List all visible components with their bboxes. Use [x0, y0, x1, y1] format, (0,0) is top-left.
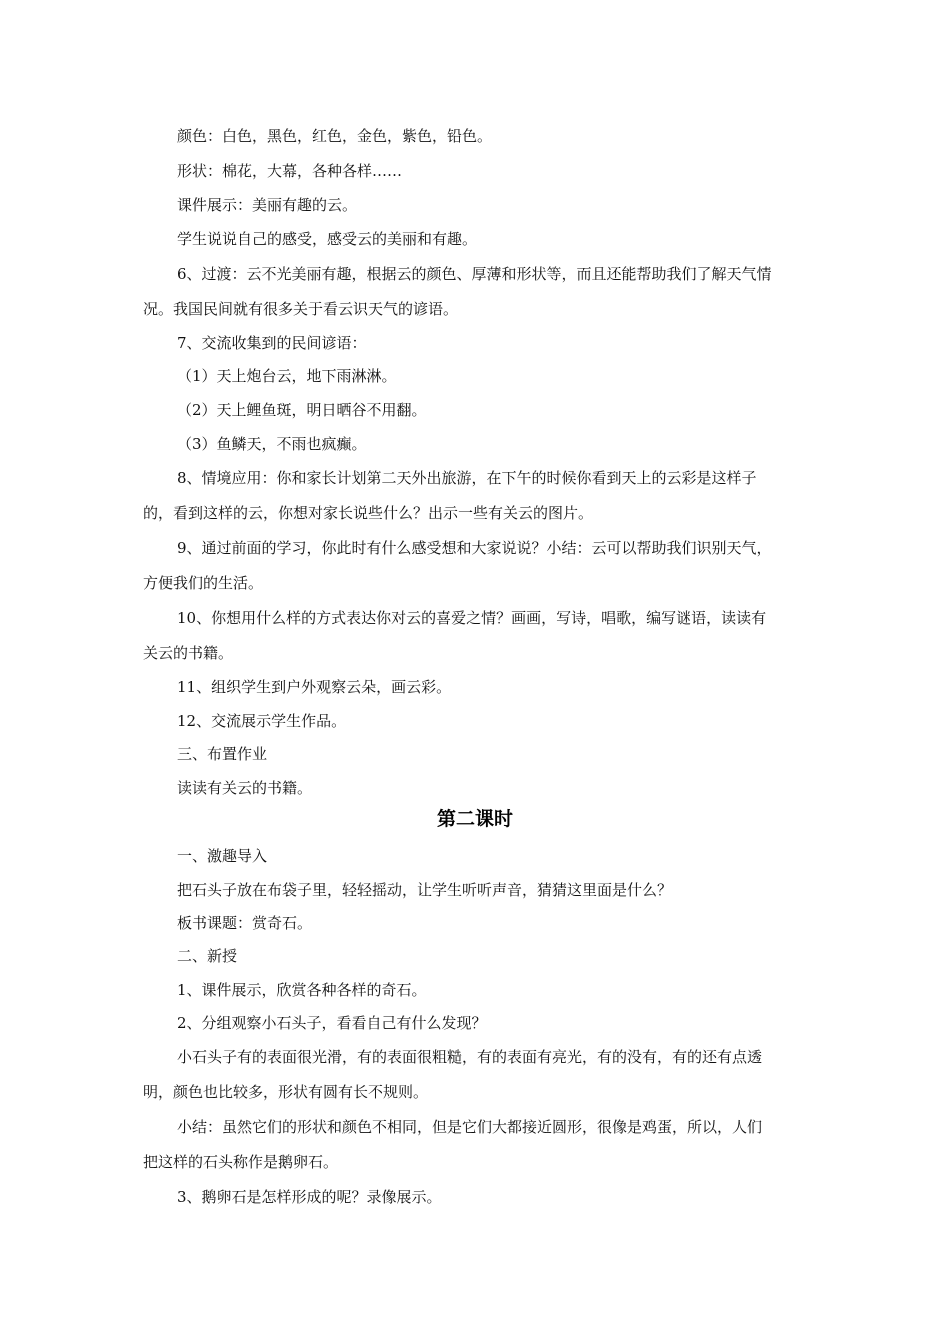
homework-line: 读读有关云的书籍。 — [177, 779, 313, 797]
courseware-line: 课件展示：美丽有趣的云。 — [177, 196, 358, 214]
transition-paragraph-line2: 况。我国民间就有很多关于看云识天气的谚语。 — [143, 300, 459, 318]
summary-paragraph-line1: 9、通过前面的学习，你此时有什么感受想和大家说说？小结：云可以帮助我们识别天气， — [177, 539, 772, 557]
conclusion-paragraph-line1: 小结：虽然它们的形状和颜色不相同，但是它们大都接近圆形，很像是鸡蛋，所以，人们 — [177, 1118, 763, 1136]
feeling-line: 学生说说自己的感受，感受云的美丽和有趣。 — [177, 230, 478, 248]
express-paragraph-line1: 10、你想用什么样的方式表达你对云的喜爱之情？画画，写诗，唱歌，编写谜语，读读有 — [177, 609, 767, 627]
step-2-line: 2、分组观察小石头子，看看自己有什么发现？ — [177, 1014, 487, 1032]
proverb-item-1: （1）天上炮台云，地下雨淋淋。 — [177, 367, 397, 385]
cloud-color-line: 颜色：白色，黑色，红色，金色，紫色，铅色。 — [177, 127, 493, 145]
homework-heading: 三、布置作业 — [177, 745, 268, 763]
observe-paragraph-line1: 小石头子有的表面很光滑，有的表面很粗糙，有的表面有亮光，有的没有，有的还有点透 — [177, 1048, 763, 1066]
outdoor-activity-line: 11、组织学生到户外观察云朵，画云彩。 — [177, 678, 452, 696]
intro-line: 把石头子放在布袋子里，轻轻摇动，让学生听听声音，猜猜这里面是什么？ — [177, 881, 673, 899]
board-title-line: 板书课题：赏奇石。 — [177, 914, 313, 932]
exhibit-line: 12、交流展示学生作品。 — [177, 712, 347, 730]
proverb-item-3: （3）鱼鳞天，不雨也疯癫。 — [177, 435, 367, 453]
new-lesson-heading: 二、新授 — [177, 947, 238, 965]
summary-paragraph-line2: 方便我们的生活。 — [143, 574, 264, 592]
proverbs-intro-line: 7、交流收集到的民间谚语： — [177, 334, 367, 352]
express-paragraph-line2: 关云的书籍。 — [143, 644, 234, 662]
cloud-shape-line: 形状：棉花，大幕，各种各样…… — [177, 162, 403, 180]
conclusion-paragraph-line2: 把这样的石头称作是鹅卵石。 — [143, 1153, 339, 1171]
intro-heading: 一、激趣导入 — [177, 847, 268, 865]
scenario-paragraph-line1: 8、情境应用：你和家长计划第二天外出旅游，在下午的时候你看到天上的云彩是这样子 — [177, 469, 757, 487]
step-1-line: 1、课件展示，欣赏各种各样的奇石。 — [177, 981, 427, 999]
observe-paragraph-line2: 明，颜色也比较多，形状有圆有长不规则。 — [143, 1083, 429, 1101]
step-3-line: 3、鹅卵石是怎样形成的呢？录像展示。 — [177, 1188, 442, 1206]
proverb-item-2: （2）天上鲤鱼斑，明日晒谷不用翻。 — [177, 401, 427, 419]
transition-paragraph-line1: 6、过渡：云不光美丽有趣，根据云的颜色、厚薄和形状等，而且还能帮助我们了解天气情 — [177, 265, 772, 283]
scenario-paragraph-line2: 的，看到这样的云，你想对家长说些什么？出示一些有关云的图片。 — [143, 504, 594, 522]
lesson-title: 第二课时 — [436, 808, 513, 830]
